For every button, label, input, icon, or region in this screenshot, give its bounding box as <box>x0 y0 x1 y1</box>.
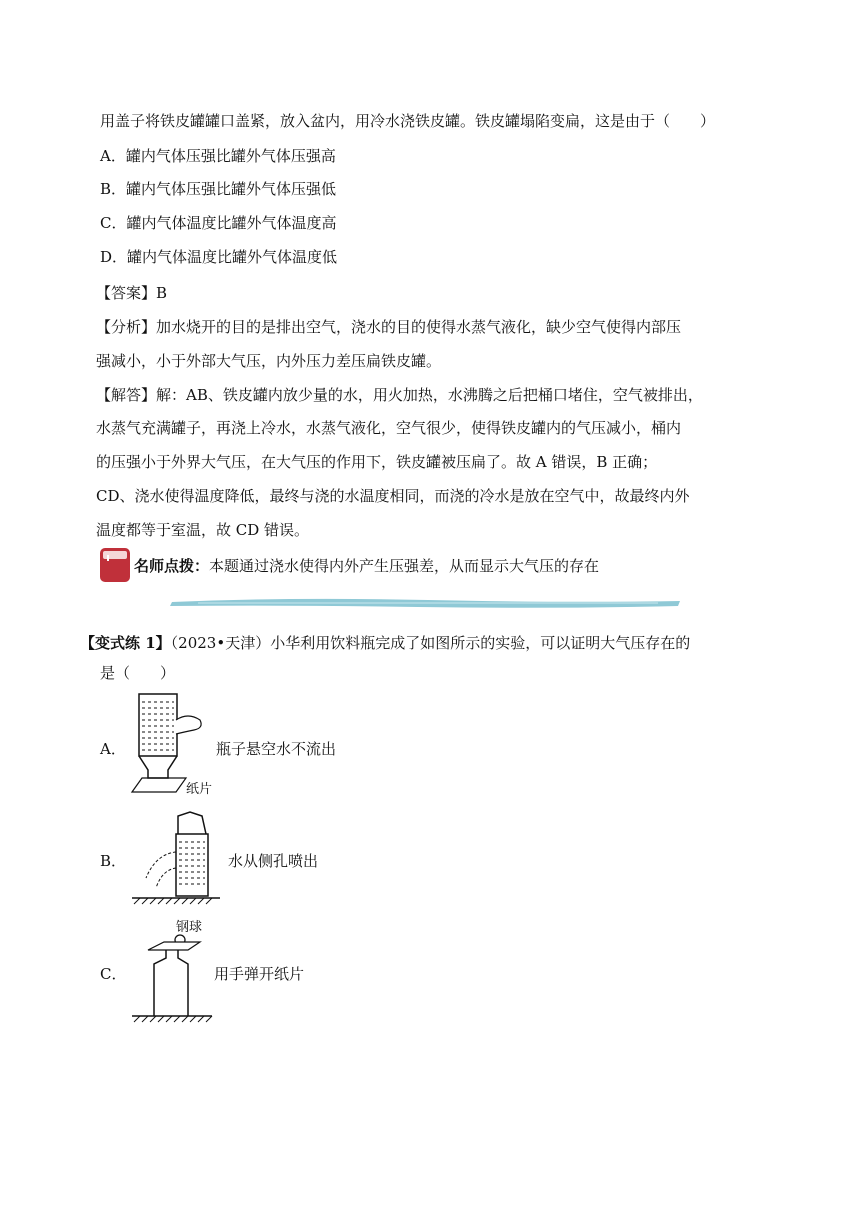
figure-bottle-side-holes <box>128 808 224 908</box>
exercise-option-c-letter: C． <box>100 965 127 983</box>
question-stem: 用盖子将铁皮罐罐口盖紧，放入盆内，用冷水浇铁皮罐。铁皮罐塌陷变扁，这是由于（ ） <box>100 112 716 130</box>
exercise-option-a-letter: A． <box>100 740 126 758</box>
exercise-stem-line-2: 是（ ） <box>100 664 176 682</box>
solution-line-4: CD、浇水使得温度降低，最终与浇的水温度相同，而浇的冷水是放在空气中，故最终内外 <box>96 487 690 505</box>
exercise-stem <box>80 632 690 653</box>
section-divider <box>168 596 684 610</box>
option-d: D．罐内气体温度比罐外气体温度低 <box>100 248 338 266</box>
analysis-line-1: 【分析】加水烧开的目的是排出空气，浇水的目的使得水蒸气液化，缺少空气使得内部压 <box>96 318 682 336</box>
exercise-option-b-text: 水从侧孔喷出 <box>228 852 319 870</box>
option-c: C．罐内气体温度比罐外气体温度高 <box>100 214 337 232</box>
figure-bottle-steel-ball <box>128 932 218 1026</box>
tip-label: 名师点拨： <box>134 557 210 575</box>
exercise-option-a-text: 瓶子悬空水不流出 <box>216 740 337 758</box>
exercise-option-b-letter: B． <box>100 852 127 870</box>
solution-line-1: 【解答】解：AB、铁皮罐内放少量的水，用火加热，水沸腾之后把桶口堵住，空气被排出， <box>96 386 703 404</box>
exercise-label: 【变式练 1】 <box>80 634 171 652</box>
option-a: A．罐内气体压强比罐外气体压强高 <box>100 147 336 165</box>
answer: 【答案】B <box>96 284 168 302</box>
exercise-stem-text: （2023•天津）小华利用饮料瓶完成了如图所示的实验，可以证明大气压存在的 <box>170 634 691 652</box>
solution-line-3: 的压强小于外界大气压，在大气压的作用下，铁皮罐被压扁了。故 A 错误，B 正确； <box>96 453 658 471</box>
tip-text: 本题通过浇水使得内外产生压强差，从而显示大气压的存在 <box>209 557 600 575</box>
tip-icon <box>98 546 132 584</box>
analysis-line-2: 强减小，小于外部大气压，内外压力差压扁铁皮罐。 <box>96 352 442 370</box>
exercise-option-c-text: 用手弹开纸片 <box>214 965 305 983</box>
figure-c-label: 钢球 <box>176 920 203 935</box>
solution-line-5: 温度都等于室温，故 CD 错误。 <box>96 521 310 539</box>
option-b: B．罐内气体压强比罐外气体压强低 <box>100 180 337 198</box>
figure-a-label: 纸片 <box>186 782 213 797</box>
tip <box>134 555 599 576</box>
solution-line-2: 水蒸气充满罐子，再浇上冷水，水蒸气液化，空气很少，使得铁皮罐内的气压减小，桶内 <box>96 419 682 437</box>
